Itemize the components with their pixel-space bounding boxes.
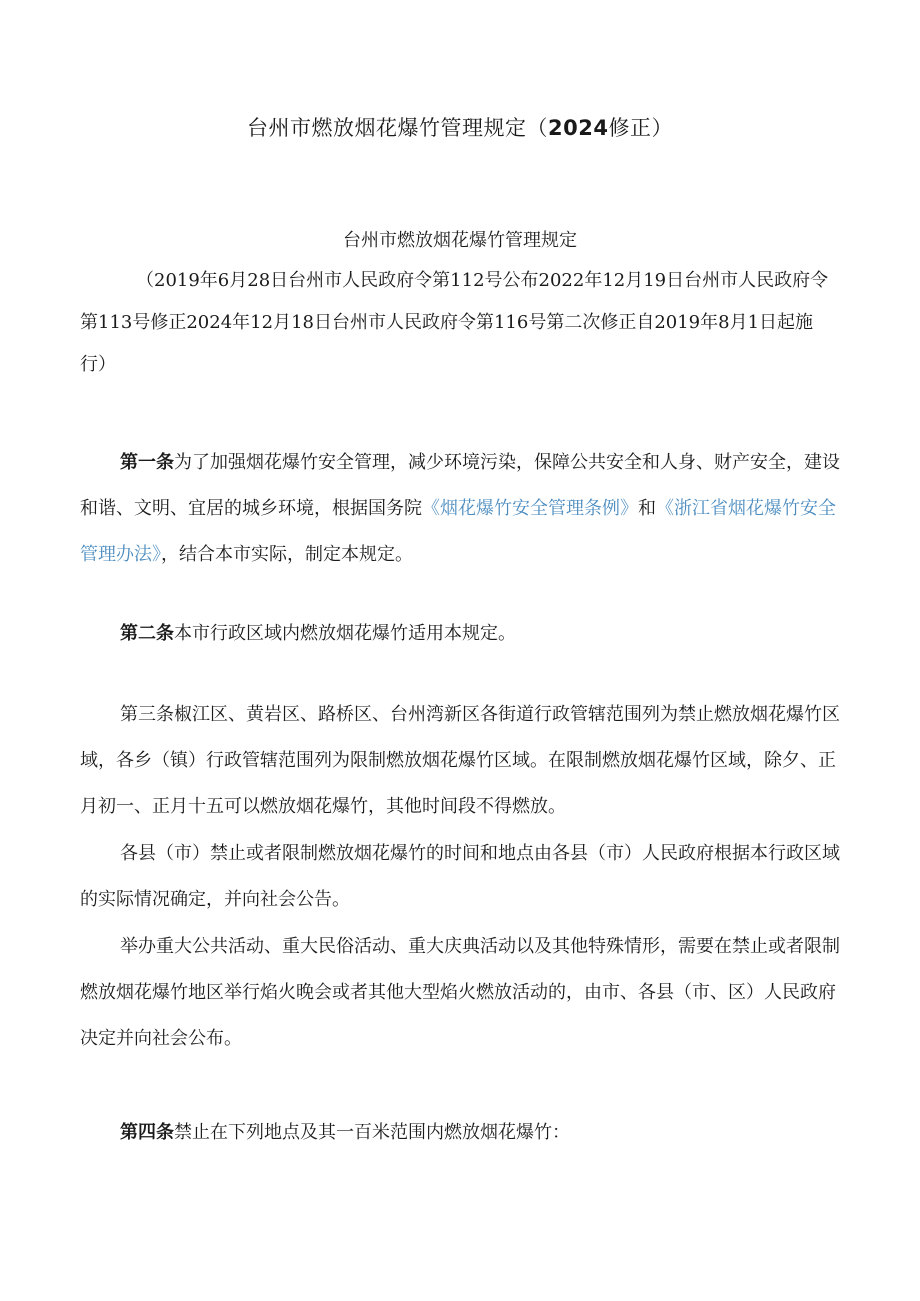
article-3: 第三条椒江区、黄岩区、路桥区、台州湾新区各街道行政管辖范围列为禁止燃放烟花爆竹区域，各乡（镇）行政管辖范围列为限制燃放烟花爆竹区域。在限制燃放烟花爆竹区域，除夕、正月初一、正月十五可以燃放烟花爆竹，其他时间段不得燃放。 <box>80 704 840 817</box>
article-2-text: 本市行政区域内燃放烟花爆竹适用本规定。 <box>174 623 516 644</box>
article-1-text-3: ，结合本市实际，制定本规定。 <box>161 544 413 565</box>
article-3-paragraph-3: 举办重大公共活动、重大民俗活动、重大庆典活动以及其他特殊情形，需要在禁止或者限制燃放烟花爆竹地区举行焰火晚会或者其他大型焰火燃放活动的，由市、各县（市、区）人民政府决定并向社会公布。 <box>80 936 840 1049</box>
article-1-text-1: 为了加强烟花爆竹安全管理，减少环境污染，保障公共安全和人身、财产安全，建设和谐、文明、宜居的城乡环境，根据国务院 <box>80 452 840 519</box>
article-1-text-2: 和 <box>638 498 656 519</box>
regulation-link-zhejiang-measures[interactable]: 《浙江省烟花爆竹安全管理办法》 <box>80 498 836 565</box>
document-subtitle: 台州市燃放烟花爆竹管理规定 <box>343 230 577 251</box>
enactment-note: （2019年6月28日台州市人民政府令第112号公布2022年12月19日台州市人民政府令第113号修正2024年12月18日台州市人民政府令第116号第二次修正自2019年8月1日起施行） <box>80 270 829 375</box>
title-prefix: 台州市燃放烟花爆竹管理规定（ <box>247 116 549 140</box>
article-4-text: 禁止在下列地点及其一百米范围内燃放烟花爆竹： <box>174 1122 570 1143</box>
article-1-label: 第一条 <box>120 452 174 473</box>
regulation-link-fireworks-safety[interactable]: 《烟花爆竹安全管理条例》 <box>422 498 638 519</box>
document-title <box>0 112 920 142</box>
article-3-paragraph-2: 各县（市）禁止或者限制燃放烟花爆竹的时间和地点由各县（市）人民政府根据本行政区域的实际情况确定，并向社会公告。 <box>80 843 840 910</box>
article-2-label: 第二条 <box>120 623 174 644</box>
article-4-label: 第四条 <box>120 1122 174 1143</box>
title-suffix: 修正） <box>608 116 673 140</box>
title-year: 2024 <box>548 116 609 140</box>
article-2 <box>80 611 840 657</box>
article-1 <box>80 440 840 578</box>
article-4 <box>80 1110 840 1156</box>
